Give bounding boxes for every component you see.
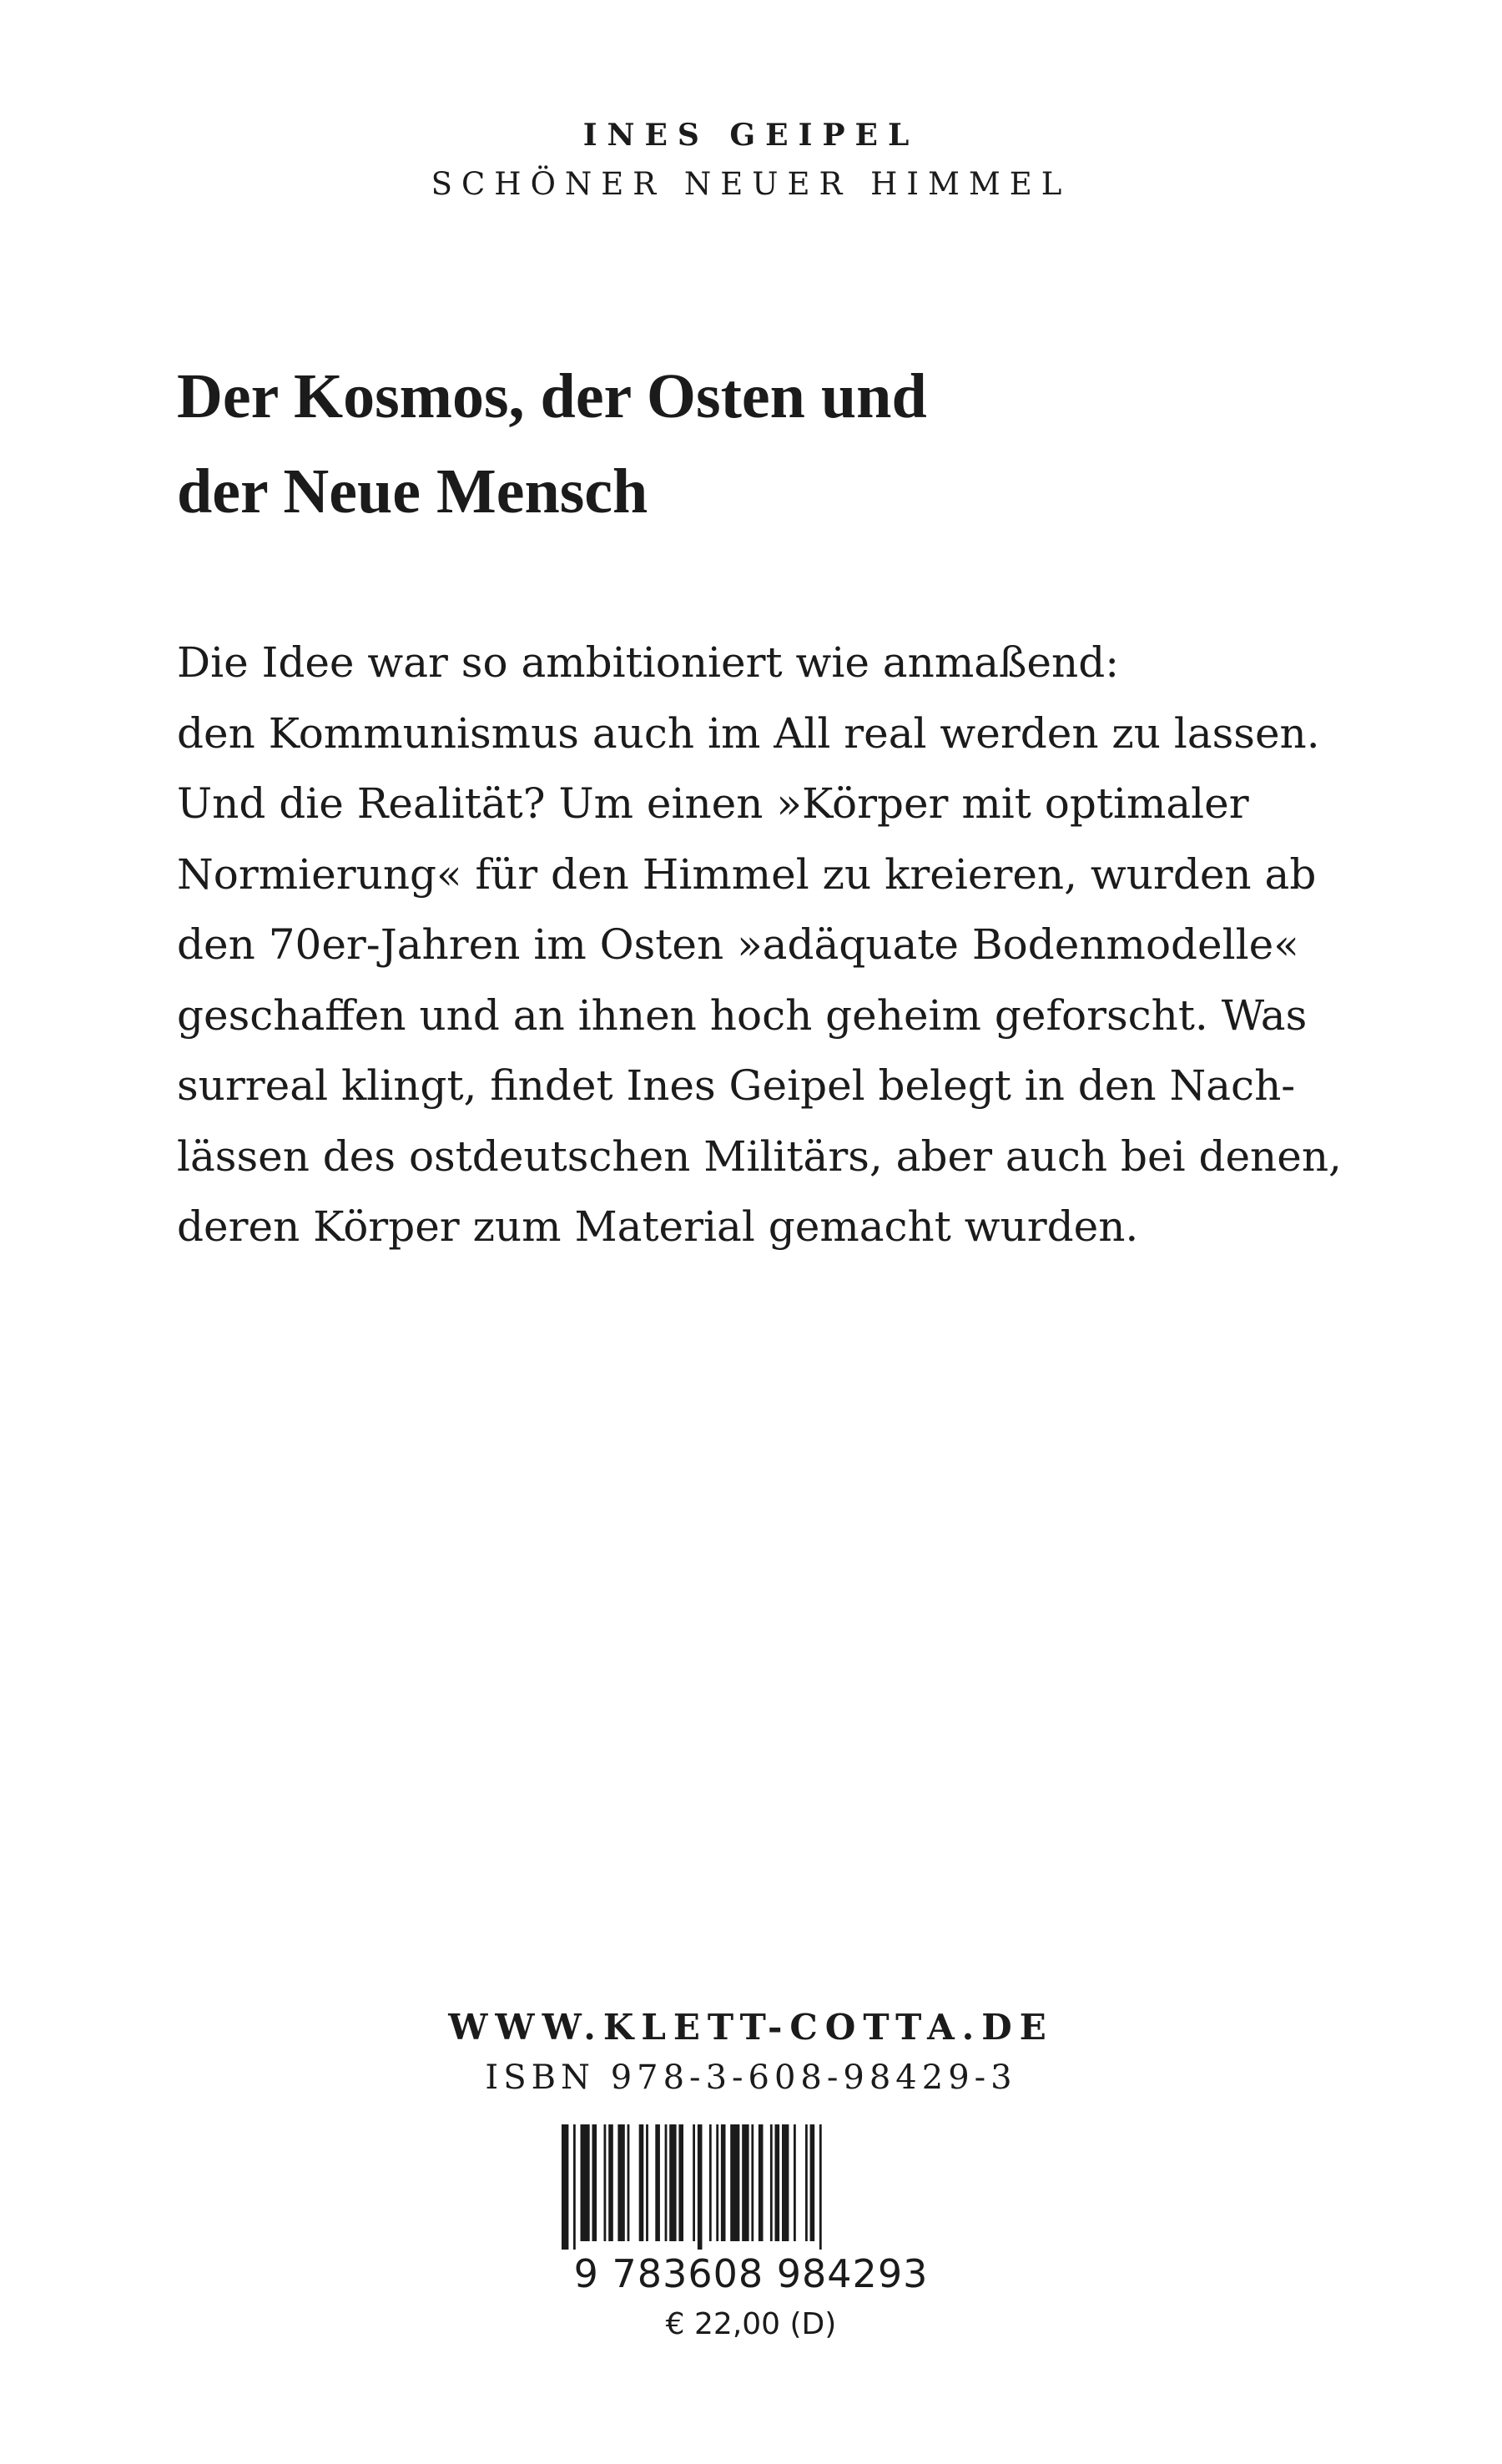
barcode-bar [646,2124,648,2241]
barcode-bar [617,2124,624,2241]
barcode-bar [693,2124,695,2241]
blurb-line: Die Idee war so ambitioniert wie anmaßend: [177,638,1120,687]
barcode-bar [639,2124,644,2241]
barcode-digits: 9 783608 984293 [573,2251,929,2296]
barcode-bar [819,2124,822,2250]
publisher-website[interactable]: WWW.KLETT-COTTA.DE [448,2007,1054,2048]
barcode-bar [562,2124,568,2250]
barcode-bar [742,2124,748,2241]
barcode-bar [655,2124,660,2241]
price-label: € 22,00 (D) [665,2307,837,2341]
subtitle-line: Der Kosmos, der Osten und [177,361,927,431]
book-title: SCHÖNER NEUER HIMMEL [431,166,1071,202]
cover-header [0,115,1502,209]
barcode-bar [608,2124,613,2241]
blurb-line: deren Körper zum Material gemacht wurden. [177,1202,1139,1251]
barcode-icon [555,2124,947,2250]
barcode-bar [775,2124,780,2241]
blurb-line: Und die Realität? Um einen »Körper mit optimaler [177,779,1249,828]
isbn-number: ISBN 978-3-608-98429-3 [485,2058,1017,2097]
barcode-bar [698,2124,703,2250]
barcode-bar [573,2124,576,2250]
blurb-line: den Kommunismus auch im All real werden zu lassen. [177,708,1320,758]
blurb-line: Normierung« für den Himmel zu kreieren, wurden ab [177,849,1317,899]
barcode-bar [794,2124,796,2241]
blurb-line: lässen des ostdeutschen Militärs, aber auch bei denen, [177,1131,1342,1181]
barcode-bar [770,2124,773,2241]
barcode-bar [805,2124,808,2241]
barcode-bar [604,2124,607,2241]
blurb-line: surreal klingt, findet Ines Geipel belegt in den Nach- [177,1061,1296,1110]
barcode-bar [669,2124,676,2241]
barcode-bar [751,2124,754,2241]
subtitle-line: der Neue Mensch [177,456,648,527]
blurb-line: den 70er-Jahren im Osten »adäquate Bodenmodelle« [177,920,1299,969]
barcode-bar [709,2124,712,2241]
author-name: INES GEIPEL [582,118,920,153]
barcode-bar [810,2124,815,2241]
barcode-bar [759,2124,764,2241]
blurb-text [177,627,1362,1262]
barcode-bar [665,2124,668,2241]
barcode-bar [628,2124,630,2241]
barcode-bar [716,2124,718,2241]
barcode-bar [730,2124,739,2241]
barcode-bar [782,2124,789,2241]
barcode-bar [581,2124,590,2241]
barcode-bar [721,2124,726,2241]
barcode-bar [678,2124,683,2241]
barcode-bar [592,2124,597,2241]
publisher-footer [0,2003,1502,2103]
book-subtitle [177,349,1345,539]
blurb-line: geschaffen und an ihnen hoch geheim geforscht. Was [177,990,1308,1040]
